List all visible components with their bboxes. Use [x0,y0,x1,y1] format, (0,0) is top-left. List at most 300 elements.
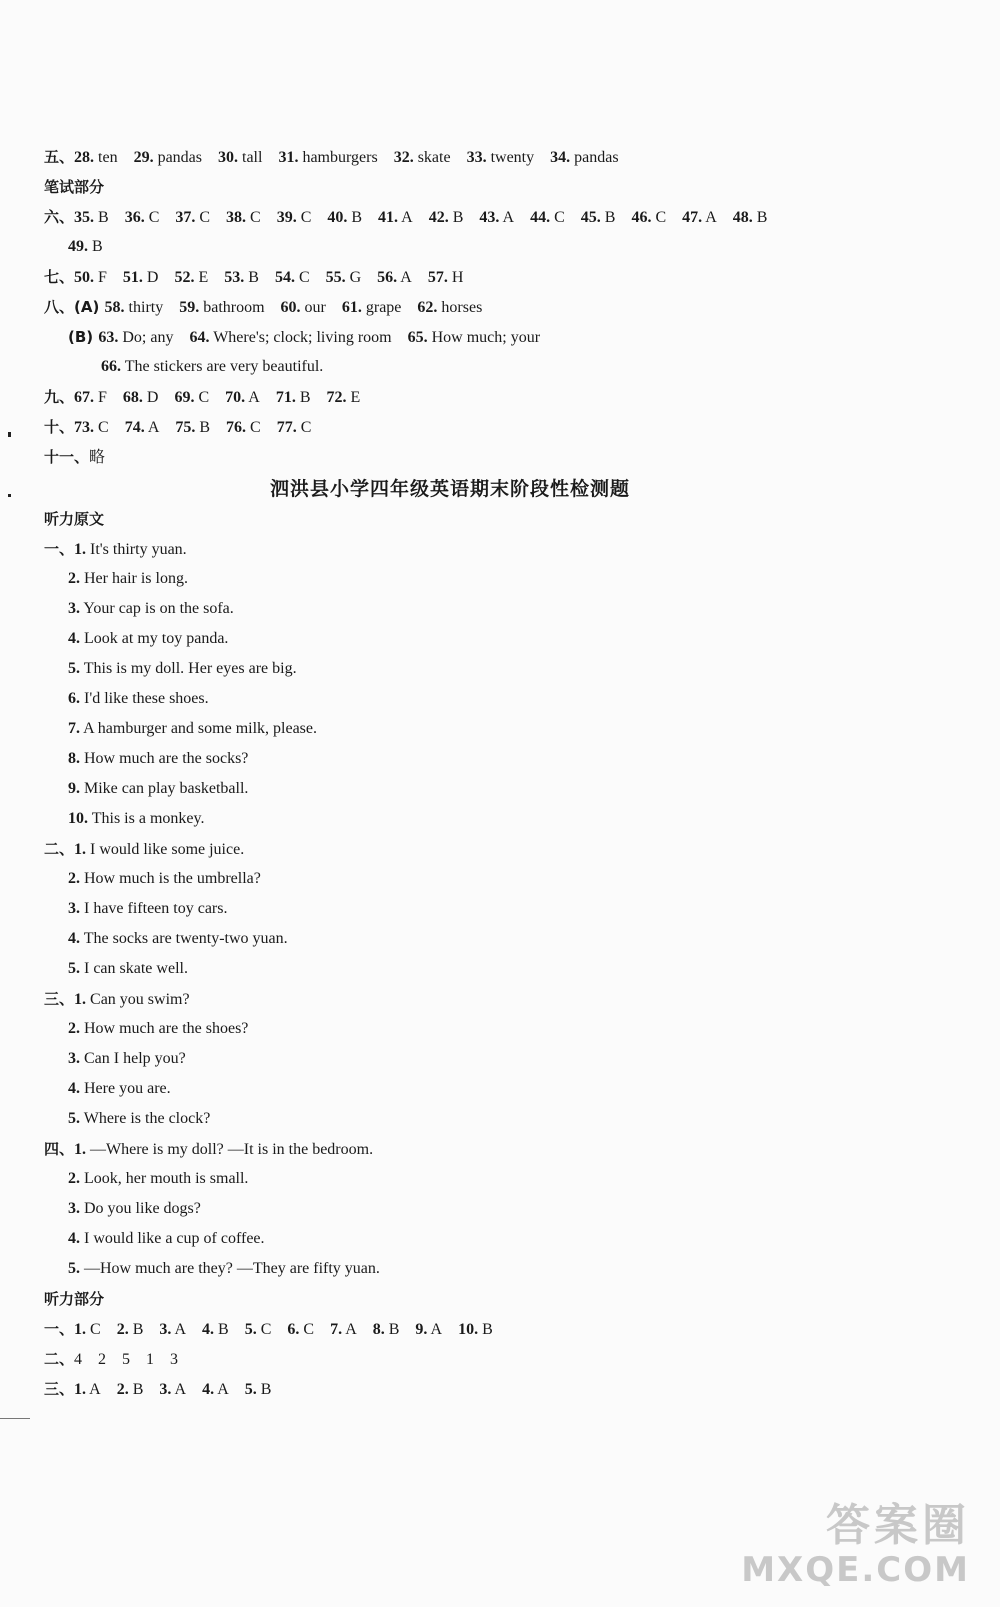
item-answer: Look, her mouth is small. [84,1170,249,1187]
item-number: 31. [278,149,299,166]
answer-item [122,1345,130,1375]
item-number: 3. [68,900,80,917]
answer-item [68,1254,380,1284]
item-answer: —Where is my doll? —It is in the bedroom. [90,1141,374,1158]
item-number: 6. [287,1321,300,1338]
item-number: 4. [68,930,80,947]
footer-rule [0,1418,30,1419]
item-number: 56. [377,269,398,286]
item-number: 55. [325,269,346,286]
answer-line [44,382,376,412]
item-answer: B [482,1321,493,1338]
item-answer: C [260,1321,272,1338]
answer-line [44,834,260,864]
item-answer: A [147,419,160,436]
item-number: 47. [682,209,703,226]
item-answer: ten [98,149,118,166]
item-number: 67. [74,389,95,406]
item-answer: Do; any [122,329,174,346]
answer-item [74,835,244,865]
item-answer: A [705,209,717,226]
section-prefix: 七、 [44,268,75,286]
item-answer: C [148,209,160,226]
item-answer: A [401,209,413,226]
item-number: 37. [175,209,196,226]
item-answer: —How much are they? —They are fifty yuan. [84,1260,380,1277]
item-answer: The stickers are very beautiful. [124,358,324,375]
answer-item [631,203,666,233]
answer-line [68,714,333,744]
section-prefix: (B) [68,328,99,346]
answer-item [123,383,159,413]
item-number: 44. [530,209,551,226]
item-answer: pandas [157,149,202,166]
item-number: 63. [98,329,119,346]
item-answer: A hamburger and some milk, please. [83,720,317,737]
answer-item [326,263,362,293]
answer-line [68,594,250,624]
item-number: 41. [378,209,399,226]
item-answer: C [298,269,310,286]
item-answer: B [756,209,768,226]
item-answer: Can you swim? [90,991,190,1008]
section-prefix: 二、 [44,1350,75,1368]
answer-item [117,1315,144,1345]
watermark [741,1501,970,1589]
item-answer: Her hair is long. [84,570,188,587]
answer-item [74,203,109,233]
answer-line [44,202,783,232]
item-answer: 略 [89,449,106,466]
item-answer: bathroom [203,299,265,316]
answer-item [394,143,451,173]
section-heading: 笔试部分 [44,178,105,196]
item-answer: E [350,389,361,406]
answer-item [68,924,288,954]
answer-item [373,1315,400,1345]
item-answer: B [98,209,109,226]
answer-item [68,564,188,594]
section-heading: 听力原文 [44,510,105,528]
item-answer: B [218,1321,229,1338]
item-answer: It's thirty yuan. [90,541,187,558]
answer-item [159,1375,186,1405]
item-answer: A [174,1321,187,1338]
watermark-line2: MXQE.COM [741,1550,970,1590]
item-answer: Can I help you? [84,1050,186,1067]
item-answer: E [198,269,209,286]
answer-line [68,894,243,924]
answer-line [68,1164,264,1194]
section-prefix: 十、 [44,418,75,436]
item-answer: C [655,209,667,226]
answer-item [415,1315,442,1345]
item-number: 8. [68,750,80,767]
answer-line [44,1374,287,1404]
item-answer: A [400,269,412,286]
answer-item [330,1315,357,1345]
answer-item [174,263,208,293]
answer-item [159,1315,186,1345]
item-number: 57. [427,269,448,286]
item-answer: G [349,269,362,286]
answer-item [68,594,234,624]
item-number: 43. [479,209,500,226]
item-number: 76. [226,419,247,436]
item-answer: Do you like dogs? [84,1200,201,1217]
answer-line [44,534,203,564]
section-prefix: 十一、 [44,448,90,466]
answer-item [458,1315,493,1345]
section-prefix: 二、 [44,840,75,858]
answer-line [68,684,225,714]
item-number: 70. [225,389,246,406]
item-answer: 5 [122,1351,131,1368]
answer-item [733,203,768,233]
item-answer: 2 [98,1351,107,1368]
section-heading: 听力部分 [44,1290,105,1308]
item-answer: C [300,209,312,226]
item-answer: B [299,389,311,406]
answer-item [429,203,464,233]
item-answer: D [146,389,159,406]
item-number: 5. [68,1110,80,1127]
item-answer: B [452,209,464,226]
answer-item [68,654,297,684]
answer-line [68,864,277,894]
answer-item [226,203,261,233]
answer-item [179,293,264,323]
item-answer: B [199,419,211,436]
item-number: 5. [68,1260,80,1277]
answer-item [276,383,311,413]
section-prefix: 九、 [44,388,75,406]
item-answer: grape [365,299,402,316]
item-answer: Look at my toy panda. [84,630,229,647]
answer-item [550,143,618,173]
item-number: 1. [74,1321,87,1338]
answer-item [89,443,105,473]
item-answer: 3 [170,1351,179,1368]
item-number: 9. [415,1321,428,1338]
item-answer: C [300,419,312,436]
item-number: 4. [68,630,80,647]
answer-line [68,564,204,594]
item-number: 62. [417,299,438,316]
answer-item [74,535,187,565]
item-answer: C [90,1321,101,1338]
item-number: 1. [74,541,87,558]
item-number: 65. [407,329,428,346]
item-number: 32. [393,149,414,166]
item-number: 66. [101,358,121,375]
item-number: 53. [224,269,245,286]
item-answer: The socks are twenty-two yuan. [83,930,288,947]
item-answer: B [388,1321,400,1338]
item-number: 5. [68,960,80,977]
item-answer: H [451,269,464,286]
item-answer: I have fifteen toy cars. [84,900,228,917]
item-number: 69. [174,389,195,406]
section-prefix: 五、 [44,148,75,166]
answer-item [68,1164,248,1194]
answer-item [68,1104,210,1134]
exam-title: 泗洪县小学四年级英语期末阶段性检测题 [269,478,630,500]
answer-line [68,774,264,804]
item-number: 34. [550,149,571,166]
item-number: 52. [174,269,195,286]
item-number: 61. [341,299,362,316]
item-number: 75. [175,419,196,436]
answer-item [170,1345,178,1375]
item-answer: C [98,419,109,436]
item-answer: C [303,1321,315,1338]
answer-item [479,203,514,233]
answer-item [74,263,107,293]
item-answer: B [351,209,363,226]
item-number: 4. [68,1230,80,1247]
item-number: 9. [68,780,80,797]
item-answer: I would like some juice. [90,841,245,858]
item-answer: twenty [490,149,535,166]
item-number: 49. [68,238,88,255]
section-prefix: 四、 [44,1140,75,1158]
answer-item [68,894,227,924]
answer-item [224,263,259,293]
answer-item [428,263,464,293]
answer-item [74,1345,82,1375]
answer-item [68,744,248,774]
item-number: 71. [275,389,296,406]
item-answer: How much are the socks? [84,750,249,767]
answer-item [105,293,164,323]
item-number: 36. [124,209,145,226]
answer-item [277,203,312,233]
item-answer: A [430,1321,443,1338]
section-prefix: 三、 [44,1380,75,1398]
item-number: 45. [580,209,601,226]
answer-item [117,1375,144,1405]
answer-item [68,864,261,894]
item-number: 2. [116,1321,129,1338]
item-answer: Where's; clock; living room [213,329,392,346]
item-answer: B [132,1381,144,1398]
item-answer: B [92,238,103,255]
answer-item [417,293,482,323]
answer-item [125,203,160,233]
item-number: 46. [631,209,652,226]
item-answer: our [304,299,326,316]
scan-mark [8,494,11,497]
item-number: 39. [276,209,297,226]
item-answer: pandas [574,149,619,166]
item-number: 72. [326,389,347,406]
item-answer: tall [242,149,263,166]
answer-item [218,143,262,173]
item-number: 5. [244,1321,257,1338]
answer-item [134,143,202,173]
item-number: 4. [68,1080,80,1097]
answer-line [68,1014,264,1044]
answer-item [174,383,209,413]
answer-line [44,1344,194,1374]
item-number: 10. [458,1321,479,1338]
answer-line [44,1314,509,1344]
answer-line [101,352,339,382]
answer-item [68,1224,265,1254]
item-answer: D [146,269,159,286]
answer-line [68,322,556,352]
answer-item [68,1014,248,1044]
item-number: 64. [189,329,210,346]
answer-item [68,232,103,262]
item-answer: I can skate well. [84,960,188,977]
item-number: 3. [68,1050,80,1067]
answer-item [327,383,361,413]
item-number: 74. [124,419,145,436]
answer-item [225,383,260,413]
section-prefix: 一、 [44,540,75,558]
item-answer: B [604,209,616,226]
item-number: 1. [74,1141,87,1158]
item-number: 51. [122,269,143,286]
item-number: 3. [159,1321,172,1338]
item-answer: C [199,209,211,226]
item-number: 8. [372,1321,385,1338]
item-number: 48. [732,209,753,226]
section-prefix: 三、 [44,990,75,1008]
answer-item [327,203,362,233]
answer-item [68,684,209,714]
item-answer: 1 [146,1351,155,1368]
item-answer: A [217,1381,229,1398]
item-answer: hamburgers [302,149,378,166]
answer-item [125,413,160,443]
item-number: 1. [74,841,87,858]
answer-line [68,744,264,774]
item-number: 29. [133,149,154,166]
item-answer: B [132,1321,144,1338]
answer-item [467,143,535,173]
item-number: 50. [74,269,95,286]
item-answer: A [345,1321,357,1338]
item-answer: C [250,209,261,226]
answer-item [202,1315,229,1345]
item-answer: thirty [128,299,164,316]
item-number: 2. [68,1170,80,1187]
answer-item [74,1315,101,1345]
item-number: 3. [68,1200,80,1217]
answer-item [74,1375,101,1405]
answer-item [278,143,377,173]
item-number: 3. [68,600,80,617]
answer-item [281,293,326,323]
answer-item [74,1135,373,1165]
answer-item [277,413,312,443]
answer-line [44,984,206,1014]
answer-item [530,203,565,233]
item-answer: Your cap is on the sofa. [83,600,234,617]
item-answer: C [198,389,210,406]
item-number: 4. [202,1321,215,1338]
item-number: 54. [274,269,295,286]
answer-item [175,413,210,443]
answer-item [408,323,540,353]
answer-item [74,143,118,173]
item-number: 28. [74,149,95,166]
item-number: 2. [68,1020,80,1037]
answer-line [68,924,304,954]
item-number: 58. [104,299,125,316]
item-number: 1. [74,991,87,1008]
answer-item [74,413,109,443]
item-number: 42. [428,209,449,226]
item-number: 7. [330,1321,343,1338]
item-answer: horses [441,299,483,316]
item-answer: How much are the shoes? [84,1020,249,1037]
answer-item [68,1074,171,1104]
answer-item [123,263,159,293]
item-answer: A [89,1381,101,1398]
item-number: 35. [74,209,95,226]
answer-item [581,203,616,233]
answer-item [68,804,204,834]
answer-item [98,323,173,353]
answer-item [74,383,107,413]
answer-item [245,1375,272,1405]
answer-line [68,624,244,654]
item-answer: C [554,209,565,226]
item-number: 77. [276,419,297,436]
answer-item [275,263,310,293]
item-answer: 4 [74,1351,83,1368]
answer-item [682,203,717,233]
item-number: 68. [122,389,143,406]
answer-line [68,1074,187,1104]
item-number: 60. [280,299,301,316]
answer-item [287,1315,314,1345]
answer-item [68,1194,201,1224]
answer-line [44,142,635,172]
answer-line [44,262,479,292]
answer-item [189,323,391,353]
item-number: 2. [68,570,80,587]
answer-line [44,292,498,322]
item-number: 4. [202,1381,215,1398]
item-answer: How much; your [431,329,541,346]
answer-item [377,263,412,293]
answer-line [68,1194,217,1224]
answer-line [44,442,121,472]
watermark-line1: 答案圈 [826,1500,970,1551]
item-answer: This is my doll. Her eyes are big. [83,660,297,677]
section-prefix: 六、 [44,208,75,226]
answer-line [68,232,119,262]
answer-item [68,954,188,984]
item-answer: Mike can play basketball. [84,780,249,797]
answer-line [68,1254,396,1284]
item-answer: skate [417,149,451,166]
item-number: 5. [244,1381,257,1398]
item-number: 73. [74,419,95,436]
item-answer: A [248,389,260,406]
answer-item [68,1044,186,1074]
item-answer: I'd like these shoes. [84,690,209,707]
answer-line [68,654,313,684]
item-number: 3. [159,1381,172,1398]
answer-item [245,1315,272,1345]
item-answer: C [250,419,261,436]
